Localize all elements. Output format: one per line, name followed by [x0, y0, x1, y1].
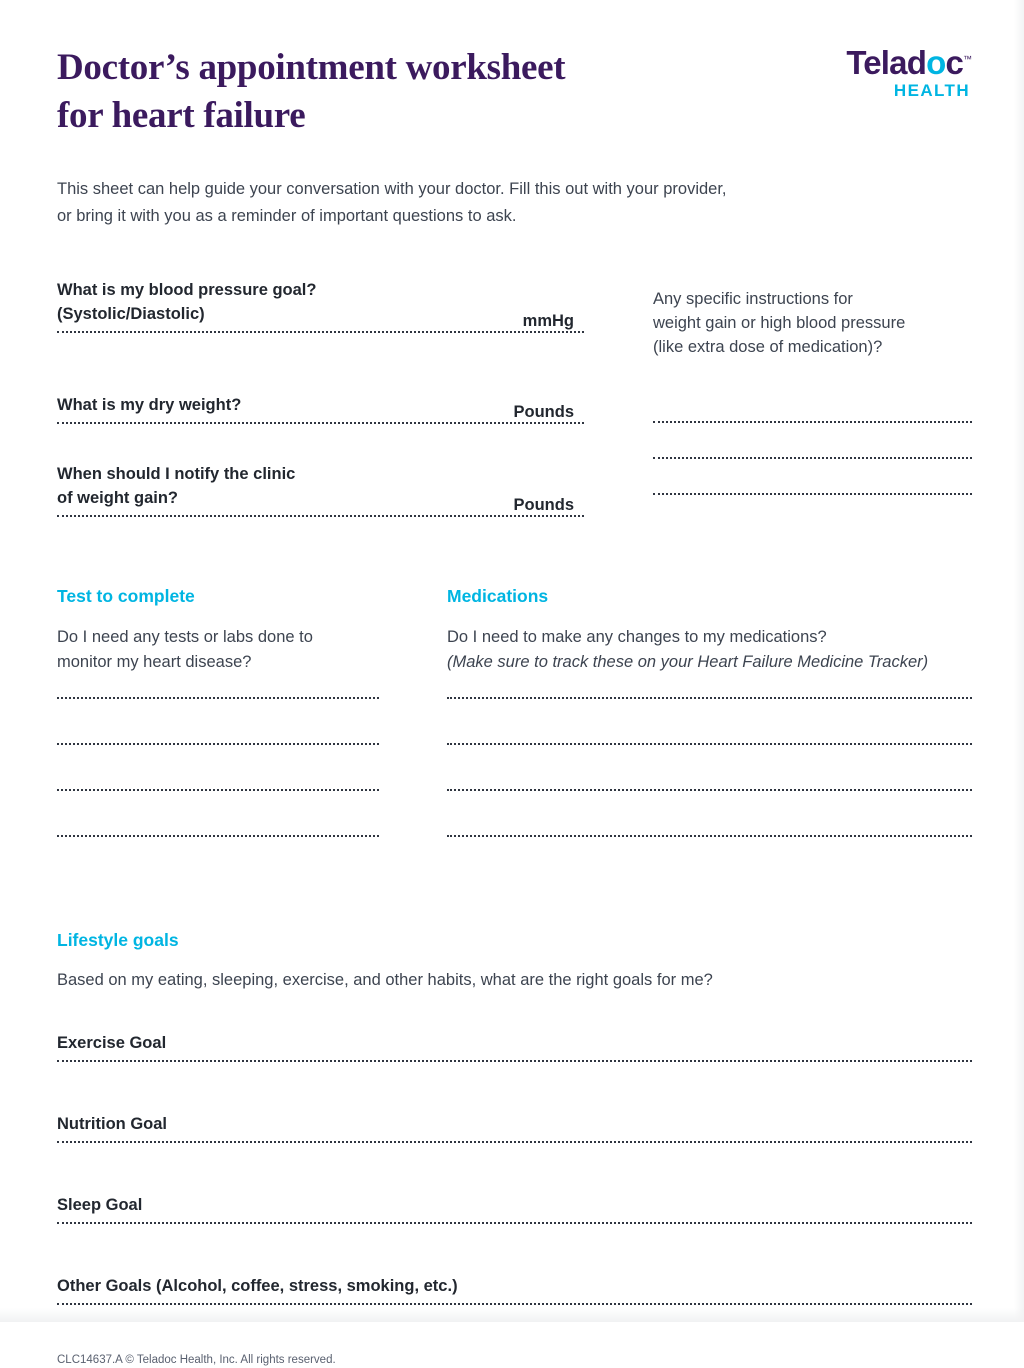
- answer-line-instructions-2[interactable]: [653, 457, 972, 459]
- section-heading-tests: Test to complete: [57, 586, 195, 606]
- notes-columns: [57, 585, 972, 875]
- question-blood-pressure-goal-line-2: (Systolic/Diastolic): [57, 305, 205, 323]
- logo-subtitle: HEALTH: [893, 81, 970, 100]
- question-notify-clinic-line-1: When should I notify the clinic: [57, 465, 296, 483]
- goal-other: [57, 1274, 972, 1305]
- question-notify-clinic-weight-gain: [57, 462, 584, 517]
- section-test-to-complete: [57, 585, 379, 837]
- answer-line-instructions-3[interactable]: [653, 493, 972, 495]
- page-content: [57, 0, 972, 1368]
- question-dry-weight: [57, 393, 584, 424]
- logo-wordmark-part-3: c: [945, 44, 963, 81]
- section-heading-medications: Medications: [447, 586, 549, 606]
- logo-wordmark: [812, 42, 972, 80]
- trademark-icon: ™: [963, 54, 972, 64]
- teladoc-health-logo: [812, 42, 972, 101]
- goal-sleep: [57, 1193, 972, 1224]
- logo-wordmark-o-accent: o: [926, 44, 946, 81]
- question-specific-instructions-line-3: (like extra dose of medication)?: [653, 338, 883, 356]
- goal-label-sleep: Sleep Goal: [57, 1196, 143, 1214]
- answer-line-tests-4[interactable]: [57, 835, 379, 837]
- answer-line-dry-weight[interactable]: [57, 422, 584, 424]
- unit-pounds-weight-gain: Pounds: [513, 496, 574, 514]
- section-question-medications-text: Do I need to make any changes to my medications?: [447, 628, 827, 646]
- intro-paragraph: This sheet can help guide your conversation with your doctor. Fill this out with your provider, or bring it with you as a reminder of important questions to ask.: [57, 180, 727, 225]
- question-specific-instructions: [653, 287, 972, 359]
- answer-line-tests-1[interactable]: [57, 697, 379, 699]
- goal-label-other-line-1: Other Goals (Alcohol,: [57, 1277, 227, 1295]
- answer-line-medications-4[interactable]: [447, 835, 972, 837]
- goal-nutrition: [57, 1112, 972, 1143]
- logo-wordmark-part-1: Telad: [846, 44, 927, 81]
- answer-line-medications-1[interactable]: [447, 697, 972, 699]
- top-questions-block: [57, 278, 972, 528]
- section-intro-lifestyle: Based on my eating, sleeping, exercise, and other habits, what are the right goals for me?: [57, 971, 713, 989]
- goal-label-exercise: Exercise Goal: [57, 1034, 167, 1052]
- page-edge-shading-right: [1014, 0, 1024, 1322]
- footer-copyright: CLC14637.A © Teladoc Health, Inc. All rights reserved.: [57, 1354, 336, 1366]
- question-notify-clinic-line-2: of weight gain?: [57, 489, 178, 507]
- page-title-line-2: for heart failure: [57, 95, 306, 136]
- spacer: [57, 424, 584, 462]
- section-lifestyle-goals: [57, 929, 972, 1305]
- answer-line-blood-pressure-goal[interactable]: [57, 331, 584, 333]
- answer-line-tests-3[interactable]: [57, 789, 379, 791]
- section-heading-lifestyle: Lifestyle goals: [57, 930, 179, 950]
- answer-line-other-goals[interactable]: [57, 1303, 972, 1305]
- question-blood-pressure-goal: [57, 278, 584, 333]
- unit-mmhg: mmHg: [522, 312, 574, 330]
- top-questions-left-column: [57, 278, 584, 517]
- question-specific-instructions-line-2: weight gain or high blood pressure: [653, 314, 906, 332]
- answer-line-notify-clinic[interactable]: [57, 515, 584, 517]
- answer-line-medications-2[interactable]: [447, 743, 972, 745]
- section-question-tests: [57, 625, 379, 675]
- page-title: [57, 44, 717, 140]
- section-medications: [447, 585, 972, 837]
- page-title-line-1: Doctor’s appointment worksheet: [57, 47, 566, 88]
- answer-line-instructions-1[interactable]: [653, 421, 972, 423]
- goal-label-nutrition: Nutrition Goal: [57, 1115, 167, 1133]
- answer-lines-medications: [447, 697, 972, 837]
- spacer: [57, 333, 584, 393]
- top-questions-right-column: [653, 287, 972, 495]
- section-question-tests-line-1: Do I need any tests or labs done to: [57, 628, 313, 646]
- question-blood-pressure-goal-line-1: What is my blood pressure goal?: [57, 281, 317, 299]
- question-specific-instructions-line-1: Any specific instructions for: [653, 290, 853, 308]
- goal-label-other-line-2: coffee, stress, smoking, etc.): [231, 1277, 458, 1295]
- section-question-medications: [447, 625, 972, 675]
- answer-line-medications-3[interactable]: [447, 789, 972, 791]
- unit-pounds-dry-weight: Pounds: [513, 403, 574, 421]
- goal-exercise: [57, 1031, 972, 1062]
- spacer: [57, 1062, 972, 1112]
- spacer: [57, 1224, 972, 1274]
- section-question-tests-line-2: monitor my heart disease?: [57, 653, 252, 671]
- section-note-medications: (Make sure to track these on your Heart Failure Medicine Tracker): [447, 653, 929, 671]
- answer-lines-tests: [57, 697, 379, 837]
- spacer: [57, 1143, 972, 1193]
- answer-line-tests-2[interactable]: [57, 743, 379, 745]
- question-dry-weight-label: What is my dry weight?: [57, 396, 242, 414]
- page-header: [57, 0, 972, 154]
